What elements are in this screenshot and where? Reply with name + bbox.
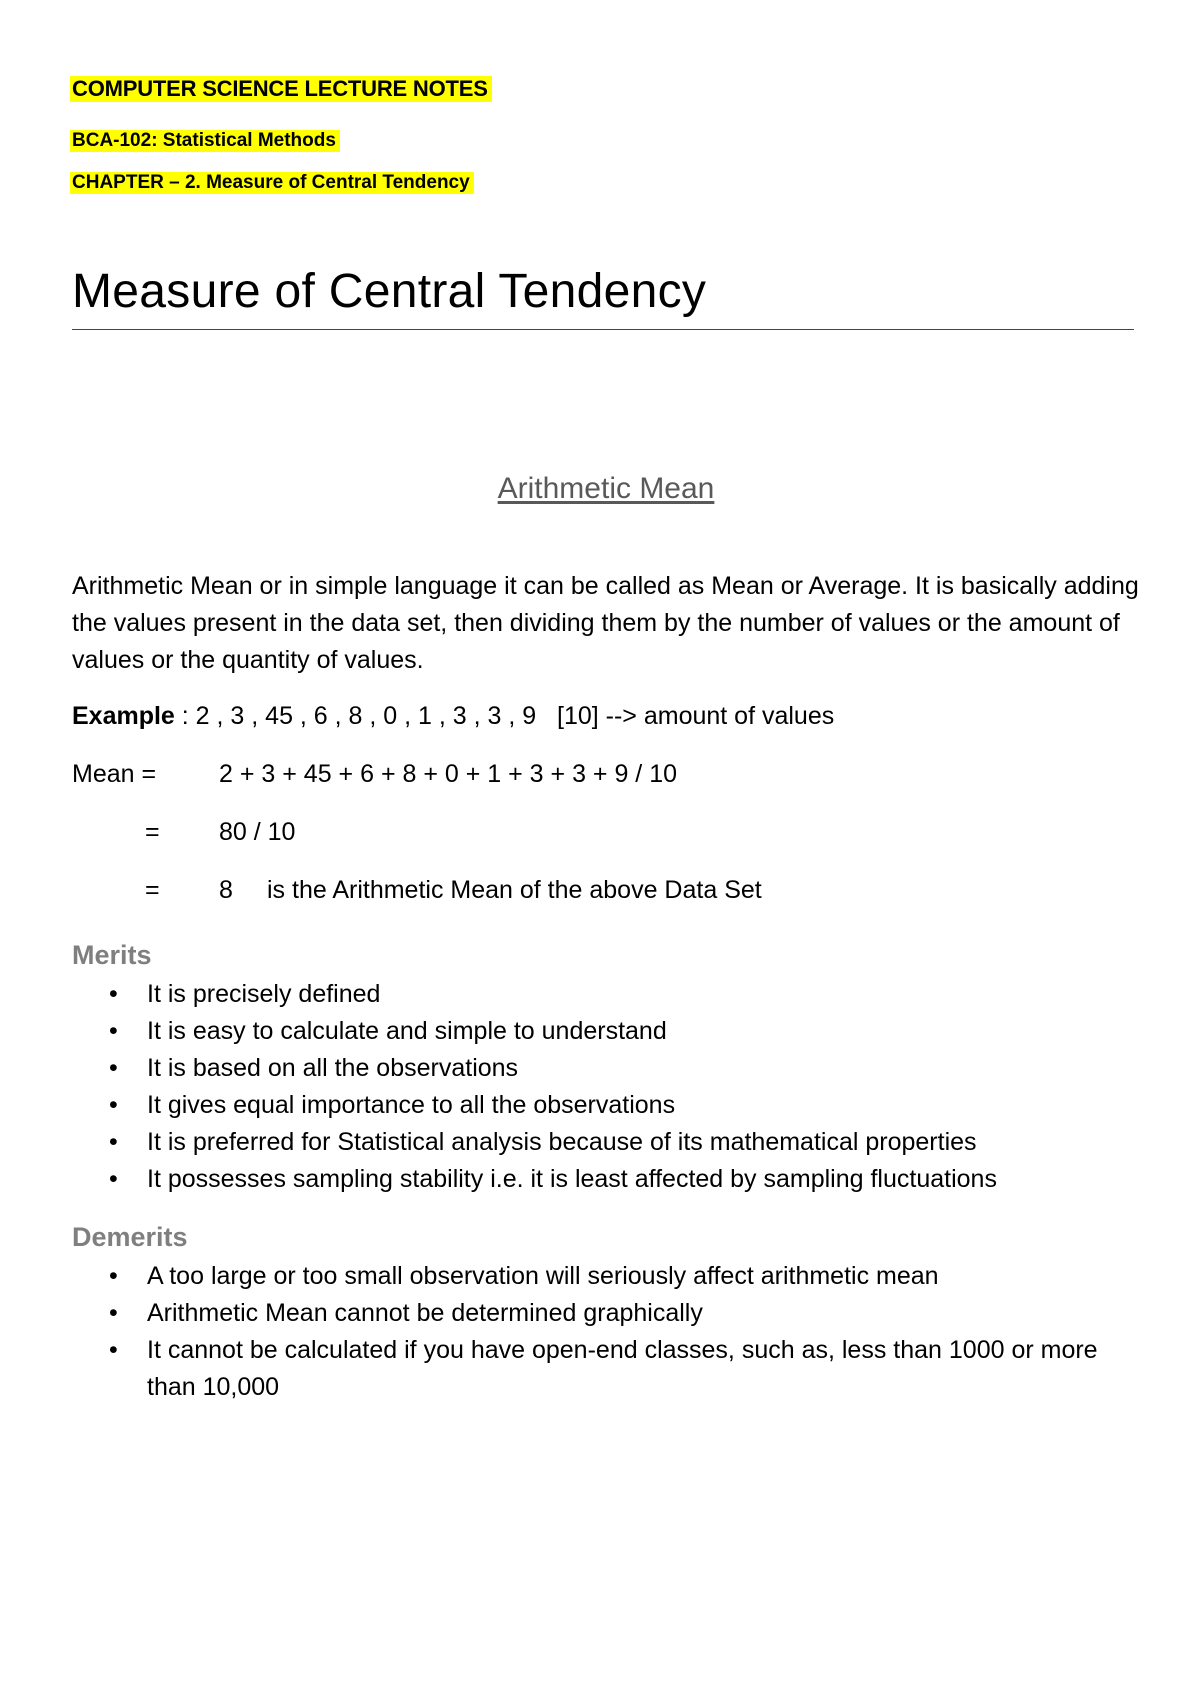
bullet-icon: • [109,1262,118,1290]
subject-header [70,130,340,152]
list-item-text: It cannot be calculated if you have open-end classes, such as, less than 1000 or more than 10,000 [147,1336,1098,1401]
list-item [72,1295,1152,1332]
list-item-text: A too large or too small observation will seriously affect arithmetic mean [147,1262,939,1290]
chapter-header-text: CHAPTER – 2. Measure of Central Tendency [70,172,474,194]
list-item-text: It gives equal importance to all the observations [147,1091,676,1119]
bullet-icon: • [109,1091,118,1119]
example-line [72,702,834,731]
list-item [72,1013,1152,1050]
subject-header-text: BCA-102: Statistical Methods [70,130,340,152]
list-item-text: It is based on all the observations [147,1054,519,1082]
list-item-text: It possesses sampling stability i.e. it is least affected by sampling fluctuations [147,1165,997,1193]
list-item [72,1332,1152,1406]
title-divider [72,329,1134,330]
list-item [72,1087,1152,1124]
list-item-text: It is preferred for Statistical analysis because of its mathematical properties [147,1128,977,1156]
example-text: : 2 , 3 , 45 , 6 , 8 , 0 , 1 , 3 , 3 , 9 [10] --> amount of values [174,702,835,730]
bullet-icon: • [109,1054,118,1082]
mean-result-text: is the Arithmetic Mean of the above Data Set [267,876,762,904]
course-header-text: COMPUTER SCIENCE LECTURE NOTES [70,76,492,102]
demerits-list [72,1258,1152,1406]
bullet-icon: • [109,980,118,1008]
mean-step-two: 80 / 10 [219,818,296,846]
list-item [72,1050,1152,1087]
merits-heading: Merits [72,940,152,970]
bullet-icon: • [109,1128,118,1156]
list-item [72,1124,1152,1161]
list-item [72,1258,1152,1295]
mean-label: Mean = [72,760,157,788]
equals-sign: = [145,876,160,904]
list-item [72,1161,1152,1198]
section-title: Arithmetic Mean [497,472,715,505]
bullet-icon: • [109,1336,118,1364]
list-item [72,976,1152,1013]
page-title: Measure of Central Tendency [72,265,707,318]
demerits-heading: Demerits [72,1222,188,1252]
chapter-header [70,172,474,194]
equals-sign: = [145,818,160,846]
example-label: Example [72,702,175,730]
intro-paragraph: Arithmetic Mean or in simple language it can be called as Mean or Average. It is basically adding the values present in the data set, then dividing them by the number of values or the amount of values or the quantity of values. [72,572,1139,674]
list-item-text: It is easy to calculate and simple to understand [147,1017,667,1045]
mean-result-value: 8 [219,876,233,904]
course-header [70,76,492,102]
list-item-text: Arithmetic Mean cannot be determined graphically [147,1299,703,1327]
bullet-icon: • [109,1299,118,1327]
bullet-icon: • [109,1017,118,1045]
bullet-icon: • [109,1165,118,1193]
merits-list [72,976,1152,1198]
mean-expression: 2 + 3 + 45 + 6 + 8 + 0 + 1 + 3 + 3 + 9 / 10 [219,760,678,788]
list-item-text: It is precisely defined [147,980,381,1008]
